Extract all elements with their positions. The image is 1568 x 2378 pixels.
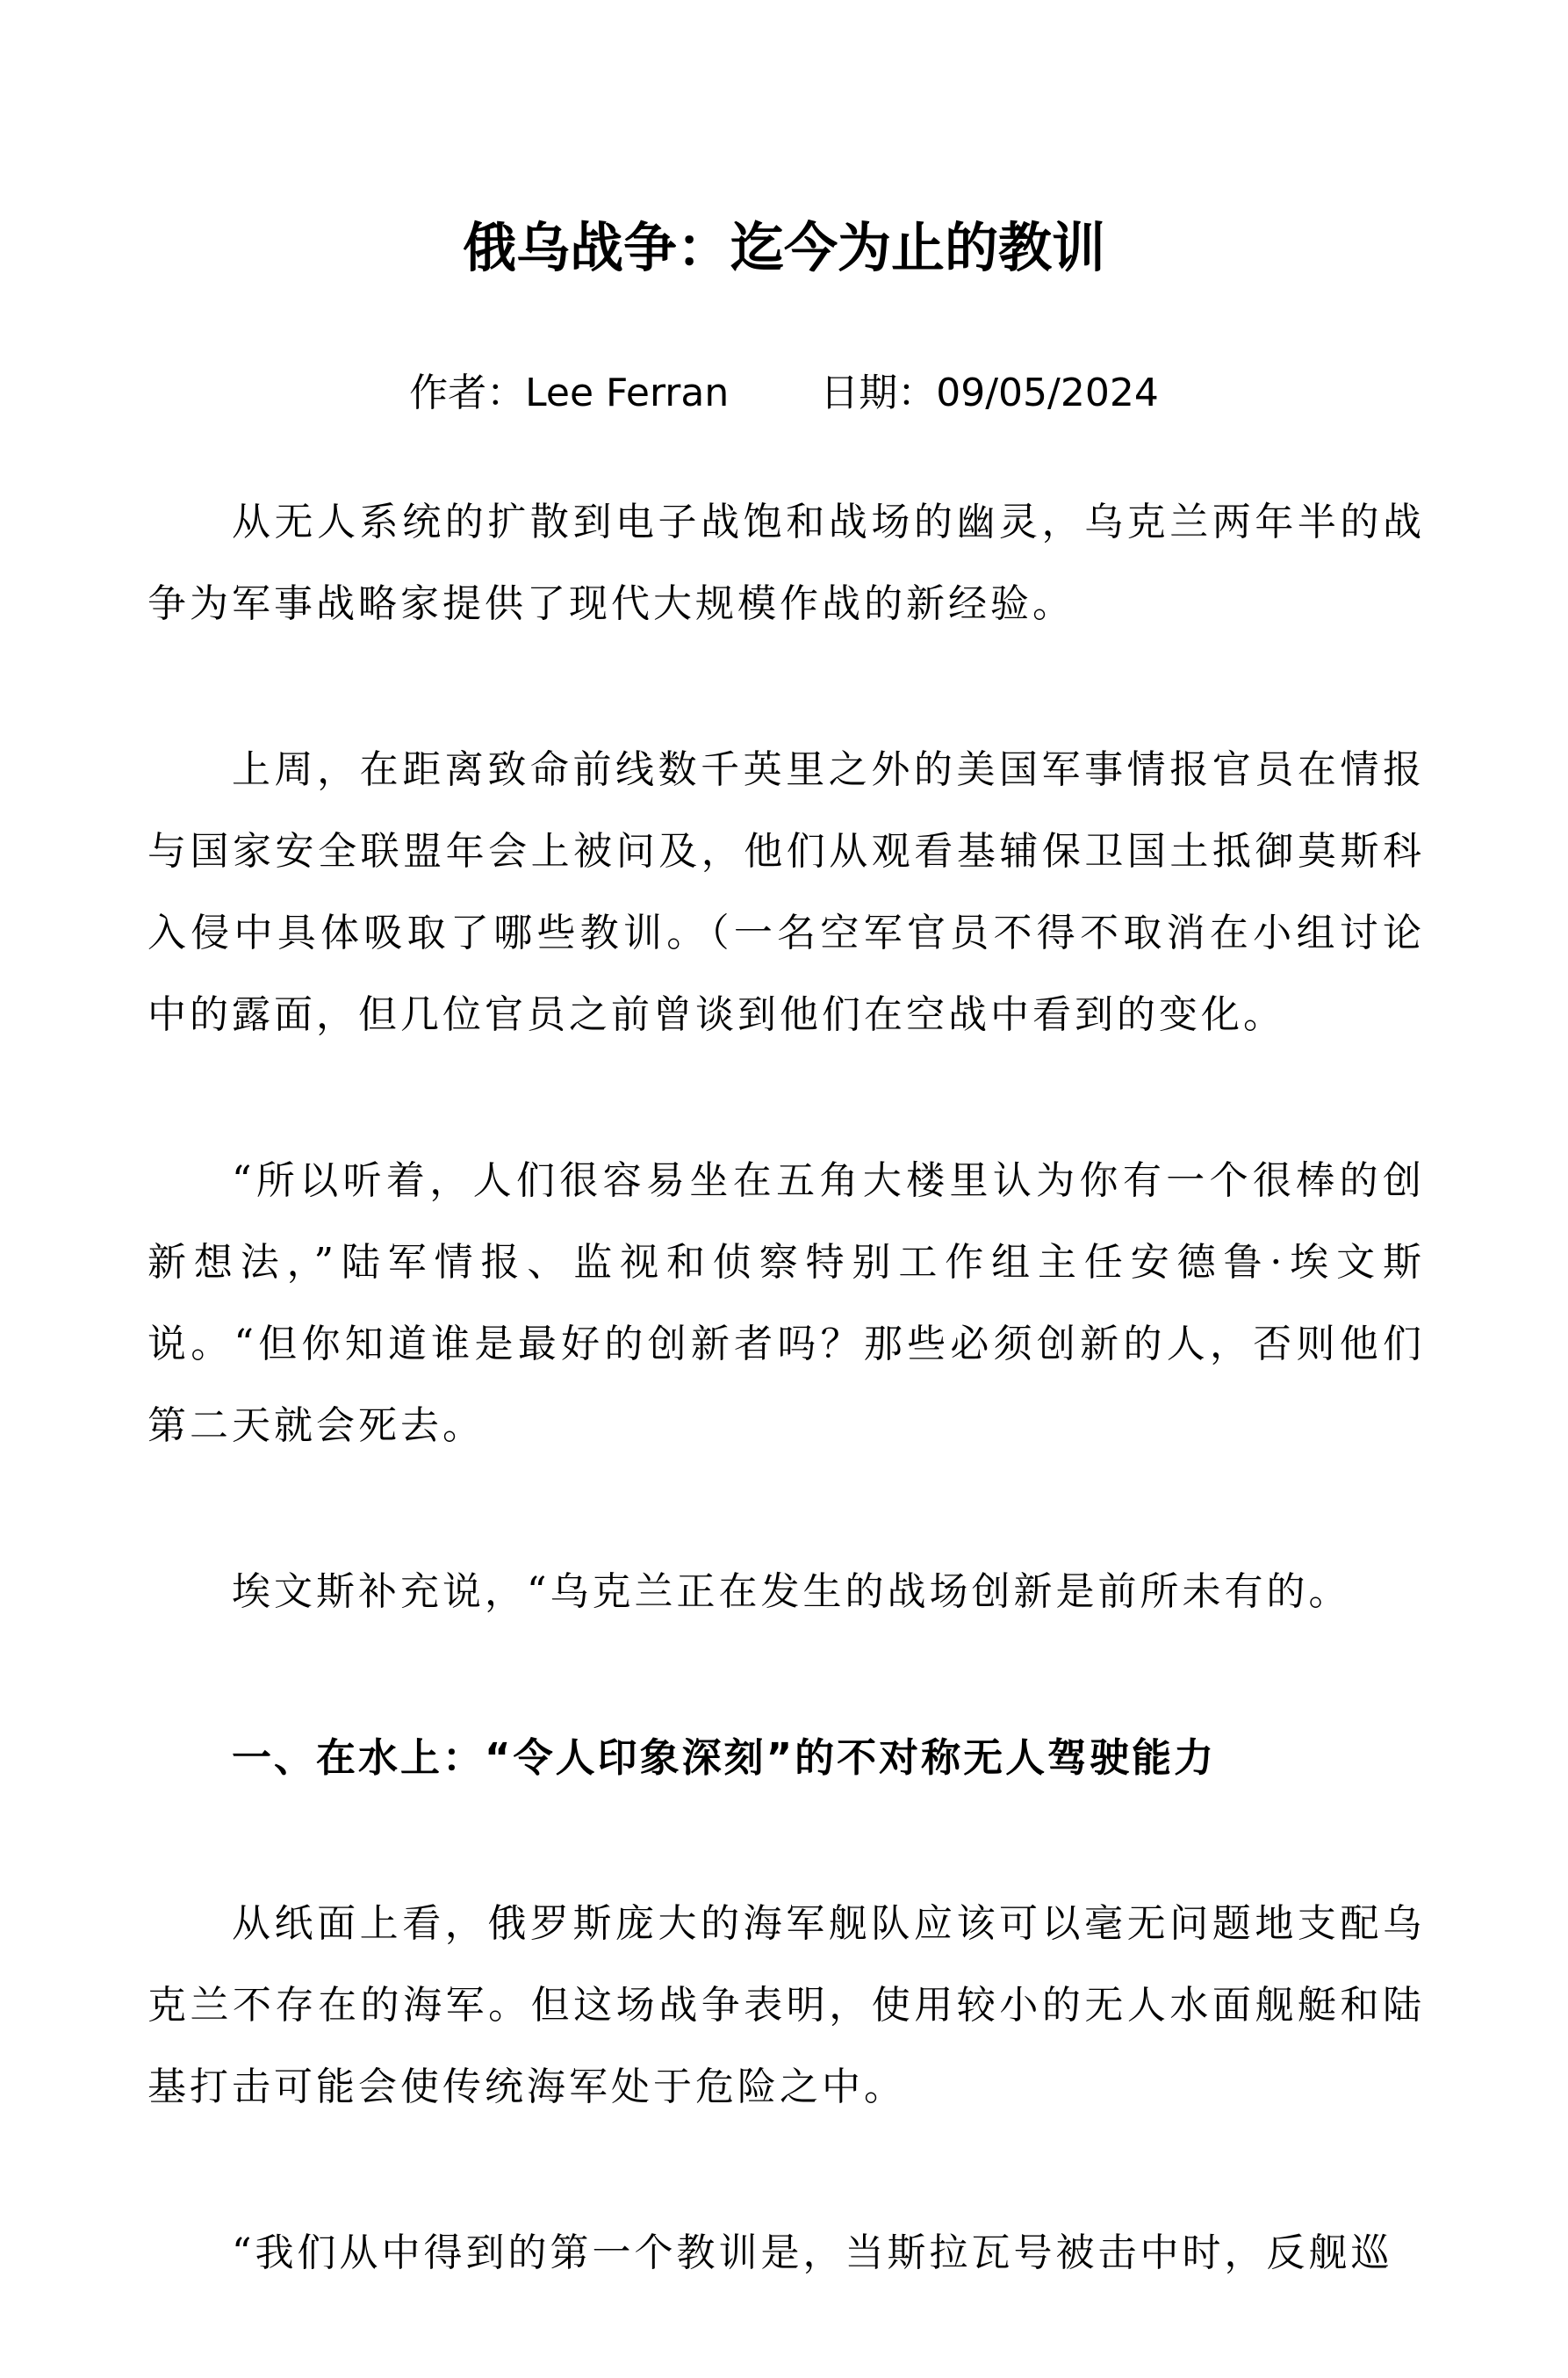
paragraph-intro: 从无人系统的扩散到电子战饱和战场的幽灵，乌克兰两年半的战争为军事战略家提供了现代大规模作战的新经验。 xyxy=(147,500,1425,626)
byline xyxy=(0,367,1568,420)
document-title: 俄乌战争：迄今为止的教训 xyxy=(462,217,1105,279)
paragraph-evans-addition: 埃文斯补充说，“乌克兰正在发生的战场创新是前所未有的。 xyxy=(232,1569,1351,1614)
paragraph-evans-quote: “所以听着，人们很容易坐在五角大楼里认为你有一个很棒的创新想法，”陆军情报、监视和侦察特别工作组主任安德鲁·埃文斯说。“但你知道谁是最好的创新者吗？那些必须创新的人，否则他们第二天就会死去。 xyxy=(147,1158,1425,1448)
date-label: 日期：09/05/2024 xyxy=(820,371,1159,415)
paragraph-slava-quote: “我们从中得到的第一个教训是，当斯拉瓦号被击中时，反舰巡 xyxy=(232,2230,1393,2275)
paragraph-navy: 从纸面上看，俄罗斯庞大的海军舰队应该可以毫无问题地支配乌克兰不存在的海军。但这场战争表明，使用较小的无人水面舰艇和陆基打击可能会使传统海军处于危险之中。 xyxy=(147,1901,1425,2109)
article-body xyxy=(147,481,1425,2378)
author-label: 作者：Lee Ferran xyxy=(409,371,730,415)
paragraph-officials: 上周，在距离致命前线数千英里之外的美国军事情报官员在情报与国家安全联盟年会上被问及，他们从观看基辅保卫国土抵御莫斯科入侵中具体吸取了哪些教训。（一名空军官员不得不取消在小组讨论中的露面，但几位官员之前曾谈到他们在空战中看到的变化。 xyxy=(147,747,1425,1037)
section-heading: 一、在水上：“令人印象深刻”的不对称无人驾驶能力 xyxy=(232,1734,1217,1781)
